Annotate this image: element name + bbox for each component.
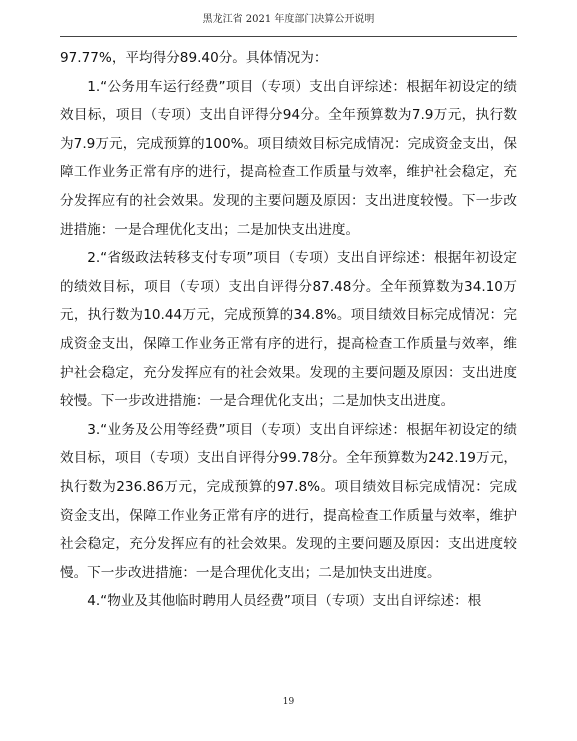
page-number: 19 xyxy=(282,697,295,707)
paragraph-item-1: 1.“公务用车运行经费”项目（专项）支出自评综述：根据年初设定的绩效目标，项目（专项）支出自评得分94分。全年预算数为7.9万元，执行数为7.9万元，完成预算的100%。项目绩效目标完成情况：完成资金支出，保障工作业务正常有序的进行，提高检查工作质量与效率，维护社会稳定，充分发挥应有的社会效果。发现的主要问题及原因：支出进度较慢。下一步改进措施：一是合理优化支出；二是加快支出进度。 xyxy=(60,78,517,238)
header-divider xyxy=(60,36,517,37)
paragraph-continuation: 97.77%，平均得分89.40分。具体情况为： xyxy=(60,50,328,66)
paragraph-item-3: 3.“业务及公用等经费”项目（专项）支出自评综述：根据年初设定的绩效目标，项目（专项）支出自评得分99.78分。全年预算数为242.19万元，执行数为236.86万元，完成预算的97.8%。项目绩效目标完成情况：完成资金支出，保障工作业务正常有序的进行，提高检查工作质量与效率，维护社会稳定，充分发挥应有的社会效果。发现的主要问题及原因：支出进度较慢。下一步改进措施：一是合理优化支出；二是加快支出进度。 xyxy=(60,421,517,581)
body-text xyxy=(60,44,517,616)
running-header: 黑龙江省 2021 年度部门决算公开说明 xyxy=(202,14,375,25)
paragraph-item-2: 2.“省级政法转移支付专项”项目（专项）支出自评综述：根据年初设定的绩效目标，项目（专项）支出自评得分87.48分。全年预算数为34.10万元，执行数为10.44万元，完成预算的34.8%。项目绩效目标完成情况：完成资金支出，保障工作业务正常有序的进行，提高检查工作质量与效率，维护社会稳定，充分发挥应有的社会效果。发现的主要问题及原因：支出进度较慢。下一步改进措施：一是合理优化支出；二是加快支出进度。 xyxy=(60,250,517,410)
paragraph-item-4: 4.“物业及其他临时聘用人员经费”项目（专项）支出自评综述：根 xyxy=(87,593,482,610)
